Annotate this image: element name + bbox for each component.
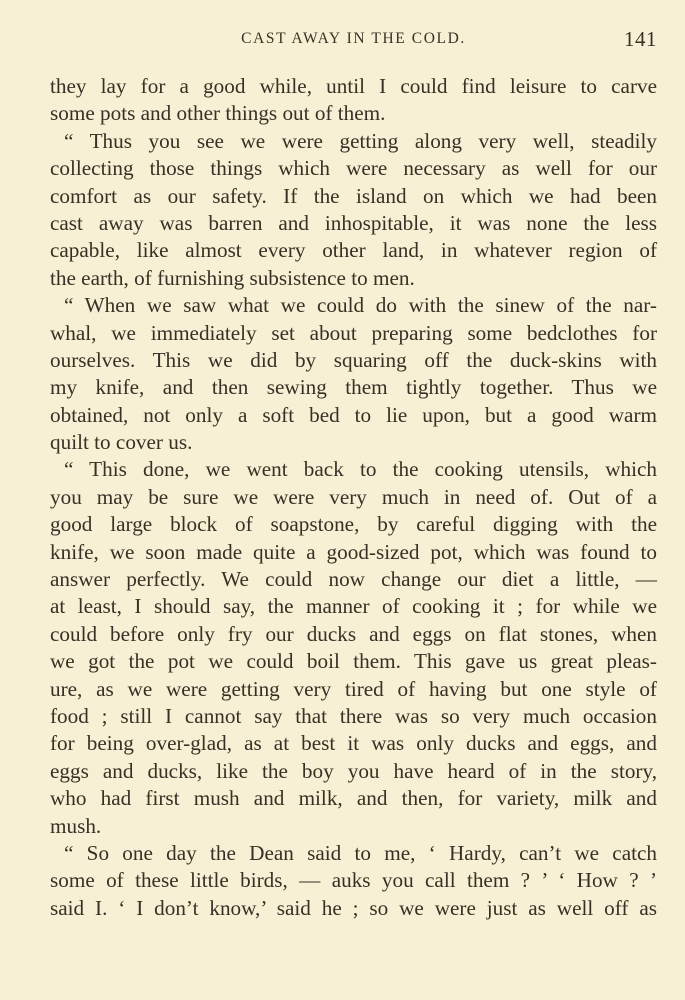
text-line: for being over-glad, as at best it was only ducks and eggs, and (50, 731, 657, 756)
text-line: mush. (50, 813, 102, 838)
text-line: “ So one day the Dean said to me, ‘ Hardy, can’t we catch (64, 840, 657, 865)
text-line: you may be sure we were very much in need of. Out of a (50, 484, 657, 509)
text-line: we got the pot we could boil them. This gave us great pleas- (50, 649, 657, 674)
text-line: some of these little birds, — auks you call them ? ’ ‘ How ? ’ (50, 868, 657, 893)
text-line: comfort as our safety. If the island on which we had been (50, 183, 657, 208)
text-line: ure, as we were getting very tired of having but one style of (50, 676, 657, 701)
text-line: said I. ‘ I don’t know,’ said he ; so we were just as well off as (50, 895, 657, 920)
text-line: good large block of soapstone, by careful digging with the (50, 512, 657, 537)
text-line: food ; still I cannot say that there was so very much occasion (50, 703, 657, 728)
text-line: who had first mush and milk, and then, for variety, milk and (50, 786, 657, 811)
text-line: at least, I should say, the manner of cooking it ; for while we (50, 594, 657, 619)
text-line: collecting those things which were necessary as well for our (50, 156, 657, 181)
text-line: the earth, of furnishing subsistence to men. (50, 265, 415, 290)
text-line: knife, we soon made quite a good-sized pot, which was found to (50, 539, 657, 564)
text-line: obtained, not only a soft bed to lie upon, but a good warm (50, 402, 657, 427)
running-head: CAST AWAY IN THE COLD. (241, 30, 466, 47)
text-line: could before only fry our ducks and eggs on flat stones, when (50, 621, 657, 646)
text-line: eggs and ducks, like the boy you have heard of in the story, (50, 758, 657, 783)
page-header (50, 27, 657, 54)
page-number: 141 (624, 27, 657, 51)
text-line: ourselves. This we did by squaring off the duck-skins with (50, 347, 657, 372)
text-line: answer perfectly. We could now change our diet a little, — (50, 567, 657, 592)
text-line: “ Thus you see we were getting along very well, steadily (64, 128, 657, 153)
text-line: “ This done, we went back to the cooking utensils, which (64, 457, 657, 482)
text-line: some pots and other things out of them. (50, 101, 386, 126)
text-line: my knife, and then sewing them tightly together. Thus we (50, 375, 657, 400)
text-line: “ When we saw what we could do with the sinew of the nar- (64, 293, 657, 318)
text-line: cast away was barren and inhospitable, it was none the less (50, 210, 657, 235)
text-line: capable, like almost every other land, in whatever region of (50, 238, 657, 263)
text-line: they lay for a good while, until I could find leisure to carve (50, 74, 657, 98)
text-line: whal, we immediately set about preparing some bedclothes for (50, 320, 657, 345)
text-line: quilt to cover us. (50, 430, 193, 455)
body-text (50, 73, 657, 922)
